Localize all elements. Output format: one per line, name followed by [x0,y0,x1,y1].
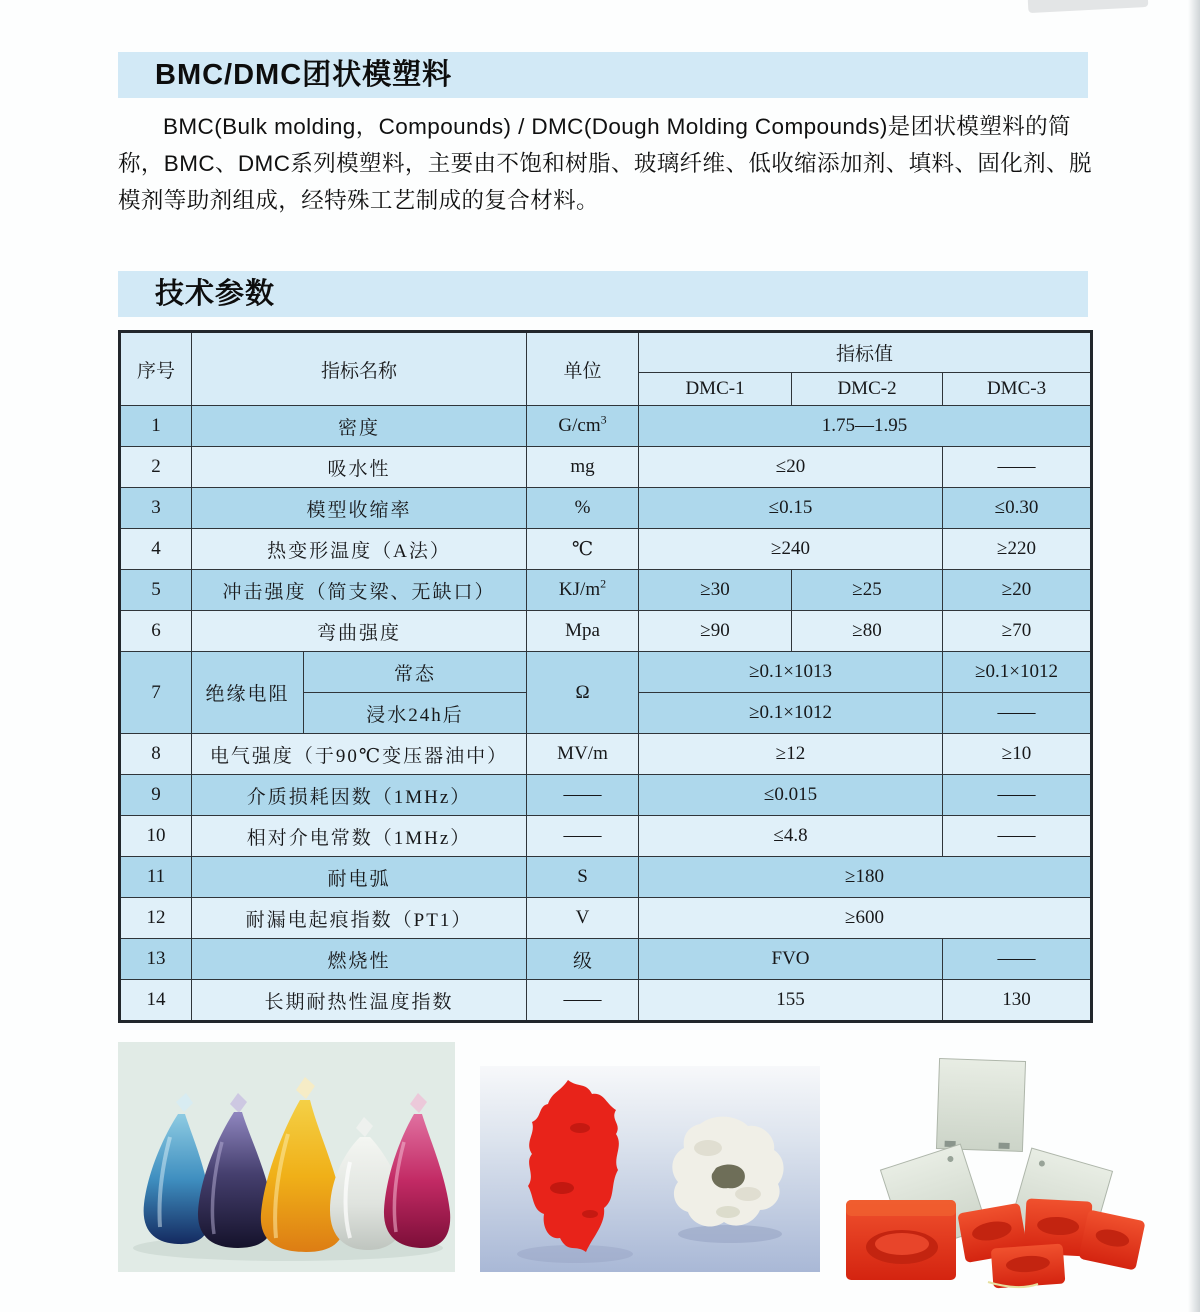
table-cell: 130 [943,980,1092,1022]
table-cell: —— [527,775,639,816]
table-cell: 相对介电常数（1MHz） [192,816,527,857]
table-cell: 1 [120,406,192,447]
table-cell: 常态 [304,652,527,693]
table-cell [527,406,639,447]
table-cell: 13 [120,939,192,980]
table-cell: —— [943,447,1092,488]
parts-photo-svg [840,1050,1160,1290]
table-row [120,406,1092,447]
table-cell: 5 [120,570,192,611]
section-title-tech-params [118,271,1088,317]
section-title-products [118,52,1088,98]
header-seq: 序号 [120,332,192,406]
table-cell: ≥0.1×1013 [639,652,943,693]
table-cell: ≥0.1×1012 [639,693,943,734]
table-cell: —— [527,980,639,1022]
table-cell: —— [943,939,1092,980]
table-cell: 冲击强度（简支梁、无缺口） [192,570,527,611]
table-cell: ≥180 [639,857,1092,898]
table-row [120,652,1092,693]
table-cell: 热变形温度（A法） [192,529,527,570]
table-cell: ≤20 [639,447,943,488]
table-cell: 9 [120,775,192,816]
header-dmc3: DMC-3 [943,373,1092,406]
table-cell: ≥80 [792,611,943,652]
unit-text: G/cm [558,415,601,436]
table-cell: V [527,898,639,939]
bags-photo-svg [118,1042,455,1272]
red-block-large [846,1200,956,1280]
table-cell: ≥30 [639,570,792,611]
photo-material-bags [118,1042,455,1272]
header-name: 指标名称 [192,332,527,406]
table-cell: ≤0.015 [639,775,943,816]
table-cell: —— [943,775,1092,816]
table-cell: ≥240 [639,529,943,570]
table-cell: ≥70 [943,611,1092,652]
table-cell: ≥220 [943,529,1092,570]
compound-photo-svg [480,1066,820,1272]
table-row [120,734,1092,775]
table-cell: 模型收缩率 [192,488,527,529]
page-edge-shadow [1188,0,1200,1312]
table-cell: 6 [120,611,192,652]
table-row [120,939,1092,980]
table-cell: S [527,857,639,898]
table-row [120,857,1092,898]
table-row [120,816,1092,857]
table-cell: ≤0.15 [639,488,943,529]
table-cell: ≥12 [639,734,943,775]
table-cell: 吸水性 [192,447,527,488]
table-cell: 耐漏电起痕指数（PT1） [192,898,527,939]
unit-text: KJ/m [558,579,601,600]
table-cell: FVO [639,939,943,980]
tech-params-table [118,330,1093,1023]
photo-molded-parts [840,1050,1160,1290]
table-cell: ≤4.8 [639,816,943,857]
table-cell: 介质损耗因数（1MHz） [192,775,527,816]
table-cell: ≥20 [943,570,1092,611]
header-unit: 单位 [527,332,639,406]
table-row [120,570,1092,611]
table-cell: 10 [120,816,192,857]
table-cell: ≥25 [792,570,943,611]
table-cell: 12 [120,898,192,939]
table-cell: 7 [120,652,192,734]
table-cell: 4 [120,529,192,570]
table-cell: —— [943,693,1092,734]
table-cell: 14 [120,980,192,1022]
table-row [120,488,1092,529]
table-cell: ≥0.1×1012 [943,652,1092,693]
scan-artifact [1028,0,1149,13]
table-cell: 耐电弧 [192,857,527,898]
table-cell: Ω [527,652,639,734]
plate-top [936,1059,1025,1152]
table-cell: ≥10 [943,734,1092,775]
red-block-5 [991,1244,1066,1289]
table-cell: 电气强度（于90℃变压器油中） [192,734,527,775]
red-block-4 [1078,1210,1145,1271]
table-cell: —— [527,816,639,857]
table-cell: 燃烧性 [192,939,527,980]
header-value-group: 指标值 [639,332,1092,373]
table-cell: 密度 [192,406,527,447]
table-cell: 11 [120,857,192,898]
table-cell: % [527,488,639,529]
table-header-row [120,332,1092,373]
table-cell: 155 [639,980,943,1022]
table-cell: 绝缘电阻 [192,652,304,734]
table-cell: 级 [527,939,639,980]
table-cell: mg [527,447,639,488]
header-dmc2: DMC-2 [792,373,943,406]
photo-compound-samples [480,1066,820,1272]
table-row [120,980,1092,1022]
table-cell [527,570,639,611]
table-row [120,898,1092,939]
table-row [120,529,1092,570]
unit-sup: 3 [600,412,607,427]
table-cell: ≥90 [639,611,792,652]
section-title-tech-params-text: 技术参数 [155,278,276,310]
section-title-products-text: BMC/DMC团状模塑料 [155,59,453,91]
intro-paragraph: BMC(Bulk molding，Compounds) / DMC(Dough Molding Compounds)是团状模塑料的简称，BMC、DMC系列模塑料，主要由不饱和树脂、玻璃纤维、低收缩添加剂、填料、固化剂、脱模剂等助剂组成，经特殊工艺制成的复合材料。 [118,114,1092,213]
table-row [120,611,1092,652]
table-cell: 浸水24h后 [304,693,527,734]
table-cell: 8 [120,734,192,775]
table-row [120,447,1092,488]
table-cell: ℃ [527,529,639,570]
table-cell: ≥600 [639,898,1092,939]
unit-sup: 2 [600,576,607,591]
table-cell: 长期耐热性温度指数 [192,980,527,1022]
table-cell: —— [943,816,1092,857]
table-cell: MV/m [527,734,639,775]
table-cell: 1.75—1.95 [639,406,1092,447]
header-dmc1: DMC-1 [639,373,792,406]
table-cell: 3 [120,488,192,529]
table-cell: 弯曲强度 [192,611,527,652]
table-cell: Mpa [527,611,639,652]
table-cell: ≤0.30 [943,488,1092,529]
table-cell: 2 [120,447,192,488]
table-row [120,775,1092,816]
